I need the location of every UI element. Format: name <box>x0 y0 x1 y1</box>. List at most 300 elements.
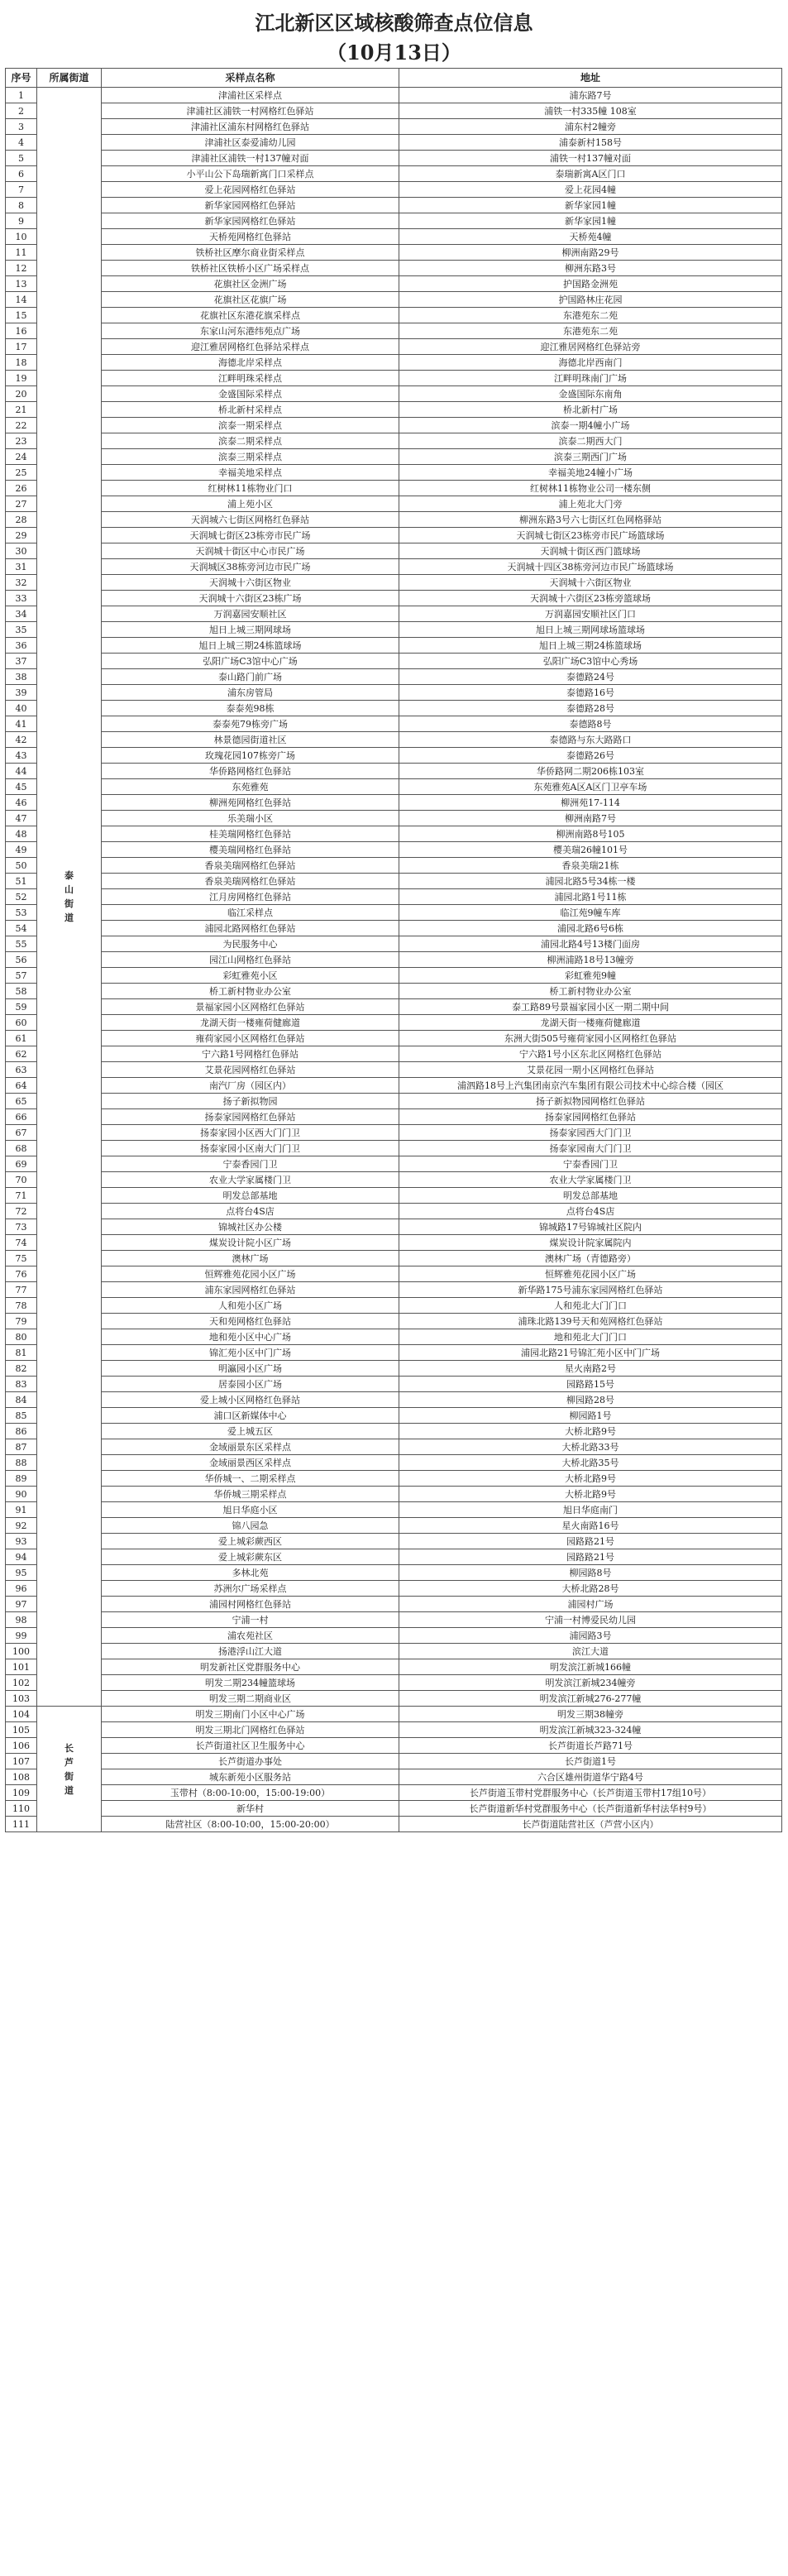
site-name: 城东新苑小区服务站 <box>102 1769 399 1785</box>
site-address: 六合区雄州街道华宁路4号 <box>399 1769 782 1785</box>
site-address: 园路路21号 <box>399 1549 782 1565</box>
site-address: 浦珠北路139号天和苑网格红色驿站 <box>399 1314 782 1329</box>
row-number: 4 <box>6 135 37 151</box>
site-name: 海德北岸采样点 <box>102 355 399 371</box>
header-no: 序号 <box>6 69 37 88</box>
site-name: 滨泰一期采样点 <box>102 418 399 433</box>
site-name: 桥工新村物业办公室 <box>102 984 399 999</box>
table-row <box>6 968 782 984</box>
site-address: 桥北新村广场 <box>399 402 782 418</box>
site-name: 东家山河东港纬苑点广场 <box>102 323 399 339</box>
site-name: 澳林广场 <box>102 1251 399 1266</box>
site-address: 爱上花园4幢 <box>399 182 782 198</box>
site-name: 新华家园网格红色驿站 <box>102 198 399 213</box>
site-address: 点将台4S店 <box>399 1204 782 1219</box>
table-row <box>6 1518 782 1534</box>
site-address: 明发三期38幢旁 <box>399 1707 782 1722</box>
site-name: 乐美瑞小区 <box>102 811 399 826</box>
row-number: 85 <box>6 1408 37 1424</box>
table-row <box>6 213 782 229</box>
table-row <box>6 1062 782 1078</box>
site-address: 长芦街道新华村党群服务中心（长芦街道新华村法华村9号） <box>399 1801 782 1817</box>
row-number: 49 <box>6 842 37 858</box>
row-number: 14 <box>6 292 37 308</box>
site-name: 多林北苑 <box>102 1565 399 1581</box>
row-number: 19 <box>6 371 37 386</box>
row-number: 87 <box>6 1439 37 1455</box>
row-number: 28 <box>6 512 37 528</box>
site-address: 弘阳广场C3馆中心秀场 <box>399 654 782 669</box>
table-row <box>6 1266 782 1282</box>
site-name: 雍荷家园小区网格红色驿站 <box>102 1031 399 1046</box>
table-row <box>6 1817 782 1832</box>
row-number: 83 <box>6 1377 37 1392</box>
site-name: 玫瑰花园107栋旁广场 <box>102 748 399 764</box>
site-address: 大桥北路9号 <box>399 1487 782 1502</box>
row-number: 2 <box>6 103 37 119</box>
site-address: 华侨路网二期206栋103室 <box>399 764 782 779</box>
site-name: 明发三期二期商业区 <box>102 1691 399 1707</box>
site-address: 宁六路1号小区东北区网格红色驿站 <box>399 1046 782 1062</box>
table-body <box>6 88 782 1832</box>
table-row <box>6 1219 782 1235</box>
site-address: 柳洲南路7号 <box>399 811 782 826</box>
row-number: 68 <box>6 1141 37 1156</box>
site-address: 旭日上城三期24栋篮球场 <box>399 638 782 654</box>
site-address: 海德北岸西南门 <box>399 355 782 371</box>
table-row <box>6 1031 782 1046</box>
row-number: 94 <box>6 1549 37 1565</box>
site-address: 柳园路8号 <box>399 1565 782 1581</box>
site-address: 柳洲浦路18号13幢旁 <box>399 952 782 968</box>
site-name: 柳洲苑网格红色驿站 <box>102 795 399 811</box>
site-name: 浦东房管局 <box>102 685 399 701</box>
table-row <box>6 1455 782 1471</box>
table-row <box>6 1204 782 1219</box>
site-address: 大桥北路28号 <box>399 1581 782 1597</box>
site-address: 扬泰家园南大门门卫 <box>399 1141 782 1156</box>
site-name: 天润城七街区23栋旁市民广场 <box>102 528 399 543</box>
site-address: 泰德路16号 <box>399 685 782 701</box>
site-address: 泰瑞新寓A区门口 <box>399 166 782 182</box>
row-number: 86 <box>6 1424 37 1439</box>
site-address: 澳林广场（青德路旁） <box>399 1251 782 1266</box>
row-number: 64 <box>6 1078 37 1094</box>
site-name: 香泉美瑞网格红色驿站 <box>102 858 399 874</box>
site-name: 江畔明珠采样点 <box>102 371 399 386</box>
site-address: 长芦街道陆营社区（芦营小区内） <box>399 1817 782 1832</box>
row-number: 72 <box>6 1204 37 1219</box>
table-row <box>6 654 782 669</box>
site-address: 东港苑东二苑 <box>399 308 782 323</box>
site-address: 天润城七街区23栋旁市民广场篮球场 <box>399 528 782 543</box>
site-name: 华侨城三期采样点 <box>102 1487 399 1502</box>
table-row <box>6 1094 782 1109</box>
site-name: 桂美瑞网格红色驿站 <box>102 826 399 842</box>
site-name: 明发新社区党群服务中心 <box>102 1659 399 1675</box>
table-row <box>6 921 782 936</box>
site-name: 花旗社区花旗广场 <box>102 292 399 308</box>
site-name: 扬泰家园小区西大门门卫 <box>102 1125 399 1141</box>
site-address: 柳园路1号 <box>399 1408 782 1424</box>
table-row <box>6 245 782 261</box>
row-number: 35 <box>6 622 37 638</box>
row-number: 22 <box>6 418 37 433</box>
document-date: （10月13日） <box>327 41 461 65</box>
table-row <box>6 732 782 748</box>
site-name: 樱美瑞网格红色驿站 <box>102 842 399 858</box>
table-row <box>6 135 782 151</box>
row-number: 53 <box>6 905 37 921</box>
table-row <box>6 1109 782 1125</box>
row-number: 65 <box>6 1094 37 1109</box>
site-name: 宁六路1号网格红色驿站 <box>102 1046 399 1062</box>
site-address: 浦铁一村335幢 108室 <box>399 103 782 119</box>
site-name: 明发二期234幢篮球场 <box>102 1675 399 1691</box>
site-name: 红树林11栋物业门口 <box>102 481 399 496</box>
site-name: 宁浦一村 <box>102 1612 399 1628</box>
row-number: 79 <box>6 1314 37 1329</box>
row-number: 63 <box>6 1062 37 1078</box>
row-number: 60 <box>6 1015 37 1031</box>
table-row <box>6 1565 782 1581</box>
row-number: 40 <box>6 701 37 716</box>
row-number: 54 <box>6 921 37 936</box>
table-row <box>6 465 782 481</box>
site-address: 浦园路3号 <box>399 1628 782 1644</box>
table-row <box>6 1015 782 1031</box>
site-name: 天润城十六街区23栋广场 <box>102 591 399 606</box>
row-number: 48 <box>6 826 37 842</box>
row-number: 42 <box>6 732 37 748</box>
site-address: 滨江大道 <box>399 1644 782 1659</box>
site-address: 长芦街道1号 <box>399 1754 782 1769</box>
table-row <box>6 669 782 685</box>
row-number: 99 <box>6 1628 37 1644</box>
site-name: 铁桥社区摩尔商业街采样点 <box>102 245 399 261</box>
row-number: 93 <box>6 1534 37 1549</box>
table-row <box>6 889 782 905</box>
table-row <box>6 292 782 308</box>
site-name: 宁泰香园门卫 <box>102 1156 399 1172</box>
site-name: 天润城区38栋旁河边市民广场 <box>102 559 399 575</box>
site-address: 长芦街道长芦路71号 <box>399 1738 782 1754</box>
site-address: 天桥苑4幢 <box>399 229 782 245</box>
site-name: 南汽厂房（园区内） <box>102 1078 399 1094</box>
site-address: 浦园北路5号34栋一楼 <box>399 874 782 889</box>
site-address: 香泉美瑞21栋 <box>399 858 782 874</box>
site-name: 煤炭设计院小区广场 <box>102 1235 399 1251</box>
table-row <box>6 1424 782 1439</box>
table-row <box>6 748 782 764</box>
table-row <box>6 339 782 355</box>
table-row <box>6 543 782 559</box>
site-name: 临江采样点 <box>102 905 399 921</box>
table-row <box>6 386 782 402</box>
site-address: 浦园村广场 <box>399 1597 782 1612</box>
site-address: 明发滨江新城323-324幢 <box>399 1722 782 1738</box>
site-name: 花旗社区东港花旗采样点 <box>102 308 399 323</box>
site-address: 桥工新村物业办公室 <box>399 984 782 999</box>
site-address: 临江苑9幢车库 <box>399 905 782 921</box>
row-number: 20 <box>6 386 37 402</box>
table-row <box>6 1549 782 1565</box>
site-name: 扬港浮山江大道 <box>102 1644 399 1659</box>
table-row <box>6 496 782 512</box>
table-row <box>6 811 782 826</box>
site-address: 扬泰家园网格红色驿站 <box>399 1109 782 1125</box>
site-address: 新华家园1幢 <box>399 198 782 213</box>
site-address: 柳洲南路8号105 <box>399 826 782 842</box>
table-row <box>6 1361 782 1377</box>
site-name: 东苑雅苑 <box>102 779 399 795</box>
row-number: 57 <box>6 968 37 984</box>
site-address: 浦东路7号 <box>399 88 782 103</box>
site-name: 香泉美瑞网格红色驿站 <box>102 874 399 889</box>
row-number: 61 <box>6 1031 37 1046</box>
site-address: 旭日华庭南门 <box>399 1502 782 1518</box>
site-name: 为民服务中心 <box>102 936 399 952</box>
site-address: 艾景花园一期小区网格红色驿站 <box>399 1062 782 1078</box>
site-address: 大桥北路33号 <box>399 1439 782 1455</box>
table-row <box>6 166 782 182</box>
row-number: 88 <box>6 1455 37 1471</box>
site-address: 明发总部基地 <box>399 1188 782 1204</box>
row-number: 8 <box>6 198 37 213</box>
row-number: 11 <box>6 245 37 261</box>
site-address: 浦泗路18号上汽集团南京汽车集团有限公司技术中心综合楼（园区 <box>399 1078 782 1094</box>
row-number: 41 <box>6 716 37 732</box>
table-row <box>6 402 782 418</box>
site-address: 龙湖天街一楼雍荷健廊道 <box>399 1015 782 1031</box>
table-row <box>6 198 782 213</box>
site-name: 林景德园街道社区 <box>102 732 399 748</box>
row-number: 27 <box>6 496 37 512</box>
row-number: 30 <box>6 543 37 559</box>
site-address: 园路路21号 <box>399 1534 782 1549</box>
site-address: 星火南路16号 <box>399 1518 782 1534</box>
row-number: 31 <box>6 559 37 575</box>
site-address: 煤炭设计院家属院内 <box>399 1235 782 1251</box>
table-row <box>6 1722 782 1738</box>
site-address: 新华路175号浦东家园网格红色驿站 <box>399 1282 782 1298</box>
site-address: 浦园北路4号13楼门面房 <box>399 936 782 952</box>
row-number: 77 <box>6 1282 37 1298</box>
site-name: 泰泰苑98栋 <box>102 701 399 716</box>
row-number: 73 <box>6 1219 37 1235</box>
site-address: 天润城十六街区23栋旁篮球场 <box>399 591 782 606</box>
site-name: 锦汇苑小区中门广场 <box>102 1345 399 1361</box>
row-number: 29 <box>6 528 37 543</box>
site-address: 柳洲南路29号 <box>399 245 782 261</box>
row-number: 59 <box>6 999 37 1015</box>
table-row <box>6 276 782 292</box>
table-row <box>6 559 782 575</box>
site-address: 农业大学家属楼门卫 <box>399 1172 782 1188</box>
site-name: 江月房网格红色驿站 <box>102 889 399 905</box>
table-row <box>6 1235 782 1251</box>
site-name: 恒辉雅苑花园小区广场 <box>102 1266 399 1282</box>
site-address: 金盛国际东南角 <box>399 386 782 402</box>
header-street: 所属街道 <box>37 69 102 88</box>
row-number: 78 <box>6 1298 37 1314</box>
site-name: 旭日上城三期24栋篮球场 <box>102 638 399 654</box>
table-row <box>6 764 782 779</box>
site-name: 浦东家园网格红色驿站 <box>102 1282 399 1298</box>
site-name: 浦农苑社区 <box>102 1628 399 1644</box>
table-row <box>6 1377 782 1392</box>
site-name: 居泰园小区广场 <box>102 1377 399 1392</box>
row-number: 58 <box>6 984 37 999</box>
row-number: 18 <box>6 355 37 371</box>
table-row <box>6 528 782 543</box>
table-row <box>6 638 782 654</box>
row-number: 45 <box>6 779 37 795</box>
row-number: 82 <box>6 1361 37 1377</box>
table-row <box>6 418 782 433</box>
row-number: 90 <box>6 1487 37 1502</box>
table-row <box>6 685 782 701</box>
site-name: 万润嘉园安顺社区 <box>102 606 399 622</box>
table-row <box>6 1345 782 1361</box>
table-row <box>6 1738 782 1754</box>
row-number: 101 <box>6 1659 37 1675</box>
table-header-row <box>6 69 782 88</box>
table-row <box>6 1659 782 1675</box>
site-address: 明发滨江新城166幢 <box>399 1659 782 1675</box>
table-row <box>6 1282 782 1298</box>
table-row <box>6 1707 782 1722</box>
site-name: 景福家园小区网格红色驿站 <box>102 999 399 1015</box>
site-name: 金域丽景东区采样点 <box>102 1439 399 1455</box>
row-number: 66 <box>6 1109 37 1125</box>
site-name: 津浦社区采样点 <box>102 88 399 103</box>
site-name: 新华村 <box>102 1801 399 1817</box>
site-address: 东苑雅苑A区A区门卫亭车场 <box>399 779 782 795</box>
site-address: 东港苑东二苑 <box>399 323 782 339</box>
title-area <box>0 0 788 68</box>
site-name: 花旗社区金洲广场 <box>102 276 399 292</box>
site-address: 护国路金洲苑 <box>399 276 782 292</box>
table-row <box>6 779 782 795</box>
site-name: 扬子新拟物园 <box>102 1094 399 1109</box>
site-address: 旭日上城三期网球场篮球场 <box>399 622 782 638</box>
site-address: 大桥北路35号 <box>399 1455 782 1471</box>
site-name: 彩虹雅苑小区 <box>102 968 399 984</box>
table-row <box>6 606 782 622</box>
row-number: 69 <box>6 1156 37 1172</box>
table-row <box>6 591 782 606</box>
table-row <box>6 1408 782 1424</box>
site-name: 艾景花园网格红色驿站 <box>102 1062 399 1078</box>
row-number: 17 <box>6 339 37 355</box>
row-number: 12 <box>6 261 37 276</box>
table-row <box>6 716 782 732</box>
site-name: 天润城十六街区物业 <box>102 575 399 591</box>
row-number: 38 <box>6 669 37 685</box>
site-address: 泰德路26号 <box>399 748 782 764</box>
site-address: 柳洲东路3号六七街区红色网格驿站 <box>399 512 782 528</box>
row-number: 6 <box>6 166 37 182</box>
site-name: 农业大学家属楼门卫 <box>102 1172 399 1188</box>
street-cell: 长 芦 街 道 <box>37 1707 102 1832</box>
row-number: 21 <box>6 402 37 418</box>
table-row <box>6 1644 782 1659</box>
table-row <box>6 826 782 842</box>
site-name: 浦口区新媒体中心 <box>102 1408 399 1424</box>
site-name: 爱上花园网格红色驿站 <box>102 182 399 198</box>
table-row <box>6 1581 782 1597</box>
row-number: 70 <box>6 1172 37 1188</box>
site-address: 明发滨江新城234幢旁 <box>399 1675 782 1691</box>
table-row <box>6 1172 782 1188</box>
table-row <box>6 1675 782 1691</box>
row-number: 103 <box>6 1691 37 1707</box>
header-address: 地址 <box>399 69 782 88</box>
site-address: 大桥北路9号 <box>399 1471 782 1487</box>
table-row <box>6 795 782 811</box>
site-address: 大桥北路9号 <box>399 1424 782 1439</box>
row-number: 92 <box>6 1518 37 1534</box>
site-name: 津浦社区浦铁一村137幢对面 <box>102 151 399 166</box>
site-name: 华侨路网格红色驿站 <box>102 764 399 779</box>
row-number: 36 <box>6 638 37 654</box>
row-number: 84 <box>6 1392 37 1408</box>
table-row <box>6 1785 782 1801</box>
street-cell: 泰 山 街 道 <box>37 88 102 1707</box>
row-number: 37 <box>6 654 37 669</box>
site-name: 锦八园急 <box>102 1518 399 1534</box>
sampling-sites-table <box>5 68 782 1832</box>
table-row <box>6 1801 782 1817</box>
table-row <box>6 1691 782 1707</box>
site-name: 明发总部基地 <box>102 1188 399 1204</box>
site-address: 泰工路89号景福家园小区一期二期中间 <box>399 999 782 1015</box>
row-number: 102 <box>6 1675 37 1691</box>
site-name: 滨泰二期采样点 <box>102 433 399 449</box>
table-row <box>6 1392 782 1408</box>
row-number: 51 <box>6 874 37 889</box>
site-name: 浦园村网格红色驿站 <box>102 1597 399 1612</box>
table-row <box>6 261 782 276</box>
site-name: 新华家园网格红色驿站 <box>102 213 399 229</box>
site-name: 园江山网格红色驿站 <box>102 952 399 968</box>
site-name: 天润城十街区中心市民广场 <box>102 543 399 559</box>
site-name: 津浦社区浦东村网格红色驿站 <box>102 119 399 135</box>
site-name: 扬泰家园小区南大门门卫 <box>102 1141 399 1156</box>
table-row <box>6 1156 782 1172</box>
site-address: 长芦街道玉带村党群服务中心（长芦街道玉带村17组10号） <box>399 1785 782 1801</box>
site-name: 爱上城五区 <box>102 1424 399 1439</box>
table-row <box>6 1329 782 1345</box>
site-name: 爱上城彩蕨西区 <box>102 1534 399 1549</box>
site-name: 旭日上城三期网球场 <box>102 622 399 638</box>
table-row <box>6 1769 782 1785</box>
site-name: 浦上苑小区 <box>102 496 399 512</box>
site-name: 泰山路门前广场 <box>102 669 399 685</box>
table-row <box>6 103 782 119</box>
site-name: 天润城六七街区网格红色驿站 <box>102 512 399 528</box>
site-name: 明发三期南门小区中心广场 <box>102 1707 399 1722</box>
site-address: 柳洲苑17-114 <box>399 795 782 811</box>
row-number: 50 <box>6 858 37 874</box>
site-name: 龙湖天街一楼雍荷健廊道 <box>102 1015 399 1031</box>
row-number: 13 <box>6 276 37 292</box>
row-number: 7 <box>6 182 37 198</box>
site-address: 宁浦一村博爱民幼儿园 <box>399 1612 782 1628</box>
row-number: 80 <box>6 1329 37 1345</box>
site-name: 点将台4S店 <box>102 1204 399 1219</box>
